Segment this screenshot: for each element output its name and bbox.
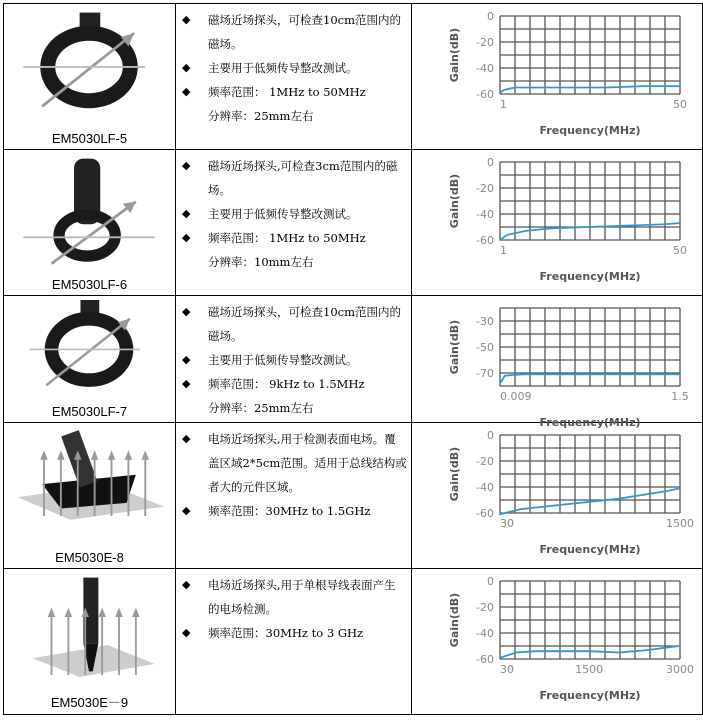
gain-data-point (593, 500, 595, 502)
gain-data-point (558, 650, 560, 652)
gain-chart-cell (412, 423, 703, 569)
gain-data-point (624, 225, 626, 227)
gain-chart (412, 4, 702, 149)
resolution-line (182, 396, 407, 420)
ring-h-field-probe-icon (29, 300, 140, 385)
gain-data-point (569, 87, 571, 89)
feature-text: 主要用于低频传导整改测试。 (208, 61, 358, 75)
diamond-bullet-icon: ◆ (182, 377, 191, 390)
probe-row (4, 423, 703, 569)
gain-data-point (499, 92, 501, 94)
feature-cell (176, 423, 412, 569)
diamond-bullet-icon: ◆ (182, 353, 191, 366)
gain-data-point (499, 513, 501, 515)
model-name: EM5030LF-6 (51, 277, 128, 292)
diamond-bullet-icon: ◆ (182, 305, 191, 318)
x-tick-label: 50 (673, 98, 687, 111)
probe-image-cell (4, 423, 176, 569)
resolution-line (182, 250, 407, 274)
x-tick-label: 1 (500, 98, 507, 111)
feature-list (176, 296, 411, 420)
gain-data-point (649, 649, 651, 651)
resolution-line (182, 104, 407, 128)
feature-item (182, 372, 407, 396)
gain-data-point (587, 226, 589, 228)
y-tick-label: -60 (476, 653, 494, 666)
feature-item (182, 226, 407, 250)
x-axis-label: Frequency(MHz) (539, 270, 641, 283)
x-tick-label: 50 (673, 244, 687, 257)
feature-list (176, 4, 411, 128)
diamond-bullet-icon: ◆ (182, 85, 191, 98)
gain-data-point (618, 498, 620, 500)
x-tick-label: 0.009 (500, 390, 532, 403)
diamond-bullet-icon: ◆ (182, 504, 191, 517)
feature-cell (176, 150, 412, 296)
model-name: EM5030E-8 (55, 550, 124, 565)
y-tick-label: 0 (487, 156, 494, 169)
y-tick-label: -40 (476, 62, 494, 75)
feature-text: 磁场近场探头，可检查10cm范围内的磁场。 (208, 13, 401, 51)
resolution-text: 分辨率：25mm左右 (208, 109, 314, 123)
gain-data-point (544, 506, 546, 508)
diamond-bullet-icon: ◆ (182, 231, 191, 244)
gain-data-point (642, 494, 644, 496)
feature-text: 磁场近场探头,可检查3cm范围内的磁场。 (208, 159, 398, 197)
y-tick-label: -60 (476, 507, 494, 520)
gain-data-point (655, 373, 657, 375)
y-tick-label: -40 (476, 481, 494, 494)
diamond-bullet-icon: ◆ (182, 432, 191, 445)
gain-data-point (534, 650, 536, 652)
y-axis-label: Gain(dB) (448, 27, 461, 83)
y-tick-label: -70 (476, 367, 494, 380)
ring-h-field-probe-icon (23, 13, 145, 107)
feature-item (182, 499, 407, 523)
y-axis-label: Gain(dB) (448, 592, 461, 648)
y-tick-label: 0 (487, 429, 494, 442)
feature-text: 电场近场探头,用于单根导线表面产生的电场检测。 (208, 578, 396, 616)
chart-grid (500, 581, 680, 659)
feature-text: 电场近场探头,用于检测表面电场。覆盖区域2*5cm范围。适用于总线结构或者大的元件区域。 (208, 432, 407, 494)
gain-chart-cell (412, 150, 703, 296)
diamond-bullet-icon: ◆ (182, 578, 191, 591)
gain-data-point (679, 487, 681, 489)
y-tick-label: -60 (476, 88, 494, 101)
gain-data-point (514, 87, 516, 89)
gain-data-point (679, 222, 681, 224)
gain-data-point (679, 645, 681, 647)
feature-text: 频率范围： 9kHz to 1.5MHz (208, 377, 365, 391)
gain-data-point (506, 234, 508, 236)
probe-illustration (14, 154, 164, 271)
probe-illustration (14, 300, 164, 398)
y-tick-label: -40 (476, 627, 494, 640)
feature-cell (176, 569, 412, 715)
feature-item (182, 154, 407, 202)
feature-item (182, 573, 407, 621)
feature-list (176, 150, 411, 274)
y-axis-label: Gain(dB) (448, 446, 461, 502)
y-tick-label: -60 (476, 234, 494, 247)
gain-data-point (532, 87, 534, 89)
y-tick-label: -20 (476, 601, 494, 614)
chart-grid (500, 162, 680, 240)
probe-image-cell (4, 296, 176, 423)
probe-image-cell (4, 4, 176, 150)
handle-h-field-probe-icon (23, 159, 154, 264)
chart-grid (500, 16, 680, 94)
gain-data-point (667, 646, 669, 648)
x-tick-label: 30 (500, 517, 514, 530)
feature-list (176, 569, 411, 645)
gain-data-point (619, 373, 621, 375)
y-axis-label: Gain(dB) (448, 173, 461, 229)
feature-text: 频率范围： 1MHz to 50MHz (208, 85, 366, 99)
gain-data-point (606, 87, 608, 89)
gain-data-point (642, 85, 644, 87)
gain-data-point (679, 373, 681, 375)
gain-data-point (546, 373, 548, 375)
model-name: EM5030LF-5 (51, 131, 128, 146)
y-tick-label: -40 (476, 208, 494, 221)
diamond-bullet-icon: ◆ (182, 159, 191, 172)
gain-chart-cell (412, 296, 703, 429)
model-name: EM5030LF-7 (51, 404, 128, 419)
gain-data-point (525, 230, 527, 232)
gain-data-point (499, 239, 501, 241)
gain-data-point (499, 383, 501, 385)
x-tick-label: 30 (500, 663, 514, 676)
feature-text: 磁场近场探头，可检查10cm范围内的磁场。 (208, 305, 401, 343)
feature-item (182, 427, 407, 499)
diamond-bullet-icon: ◆ (182, 13, 191, 26)
gain-data-point (551, 227, 553, 229)
feature-item (182, 202, 407, 226)
feature-item (182, 348, 407, 372)
gain-chart (412, 423, 702, 568)
y-tick-label: 0 (487, 575, 494, 588)
feature-item (182, 621, 407, 645)
probe-row (4, 4, 703, 150)
gain-chart (412, 296, 702, 429)
gain-chart-cell (412, 4, 703, 150)
gain-chart-cell (412, 569, 703, 715)
y-tick-label: -50 (476, 341, 494, 354)
y-axis-label: Gain(dB) (448, 319, 461, 375)
gain-data-point (569, 503, 571, 505)
diamond-bullet-icon: ◆ (182, 207, 191, 220)
feature-text: 主要用于低频传导整改测试。 (208, 353, 358, 367)
y-tick-label: -20 (476, 455, 494, 468)
gain-chart (412, 569, 702, 714)
x-axis-label: Frequency(MHz) (539, 124, 641, 137)
y-tick-label: -20 (476, 36, 494, 49)
gain-chart (412, 150, 702, 295)
probe-illustration (14, 427, 164, 544)
resolution-text: 分辨率：10mm左右 (208, 255, 314, 269)
y-tick-label: -30 (476, 315, 494, 328)
gain-data-point (679, 85, 681, 87)
e-field-surface-probe-icon (18, 430, 164, 520)
x-tick-label: 3000 (666, 663, 694, 676)
feature-cell (176, 296, 412, 423)
feature-text: 主要用于低频传导整改测试。 (208, 207, 358, 221)
feature-list (176, 423, 411, 523)
model-name: EM5030E－9 (50, 695, 129, 710)
x-tick-label: 1.5 (671, 390, 689, 403)
feature-item (182, 56, 407, 80)
gain-data-point (667, 490, 669, 492)
gain-data-point (504, 375, 506, 377)
x-axis-label: Frequency(MHz) (539, 416, 641, 429)
diamond-bullet-icon: ◆ (182, 61, 191, 74)
feature-text: 频率范围：30MHz to 1.5GHz (208, 504, 371, 518)
gain-data-point (499, 657, 501, 659)
feature-item (182, 300, 407, 348)
y-tick-label: -20 (476, 182, 494, 195)
feature-cell (176, 4, 412, 150)
x-axis-label: Frequency(MHz) (539, 689, 641, 702)
feature-item (182, 8, 407, 56)
gain-data-point (661, 224, 663, 226)
probe-spec-table (3, 3, 703, 715)
probe-illustration (14, 573, 164, 690)
diamond-bullet-icon: ◆ (182, 626, 191, 639)
gain-data-point (515, 652, 517, 654)
gain-data-point (588, 650, 590, 652)
probe-image-cell (4, 150, 176, 296)
probe-illustration (14, 8, 164, 125)
x-axis-label: Frequency(MHz) (539, 543, 641, 556)
feature-text: 频率范围：30MHz to 3 GHz (208, 626, 364, 640)
probe-row (4, 296, 703, 423)
resolution-text: 分辨率：25mm左右 (208, 401, 314, 415)
probe-row (4, 150, 703, 296)
e-field-wire-probe-icon (33, 578, 155, 677)
gain-data-point (520, 508, 522, 510)
gain-data-point (583, 373, 585, 375)
x-tick-label: 1 (500, 244, 507, 257)
probe-row (4, 569, 703, 715)
probe-image-cell (4, 569, 176, 715)
gain-data-point (522, 373, 524, 375)
gain-data-point (503, 89, 505, 91)
feature-text: 频率范围： 1MHz to 50MHz (208, 231, 366, 245)
x-tick-label: 1500 (575, 663, 604, 676)
y-tick-label: 0 (487, 10, 494, 23)
gain-data-point (618, 652, 620, 654)
x-tick-label: 1500 (666, 517, 694, 530)
feature-item (182, 80, 407, 104)
